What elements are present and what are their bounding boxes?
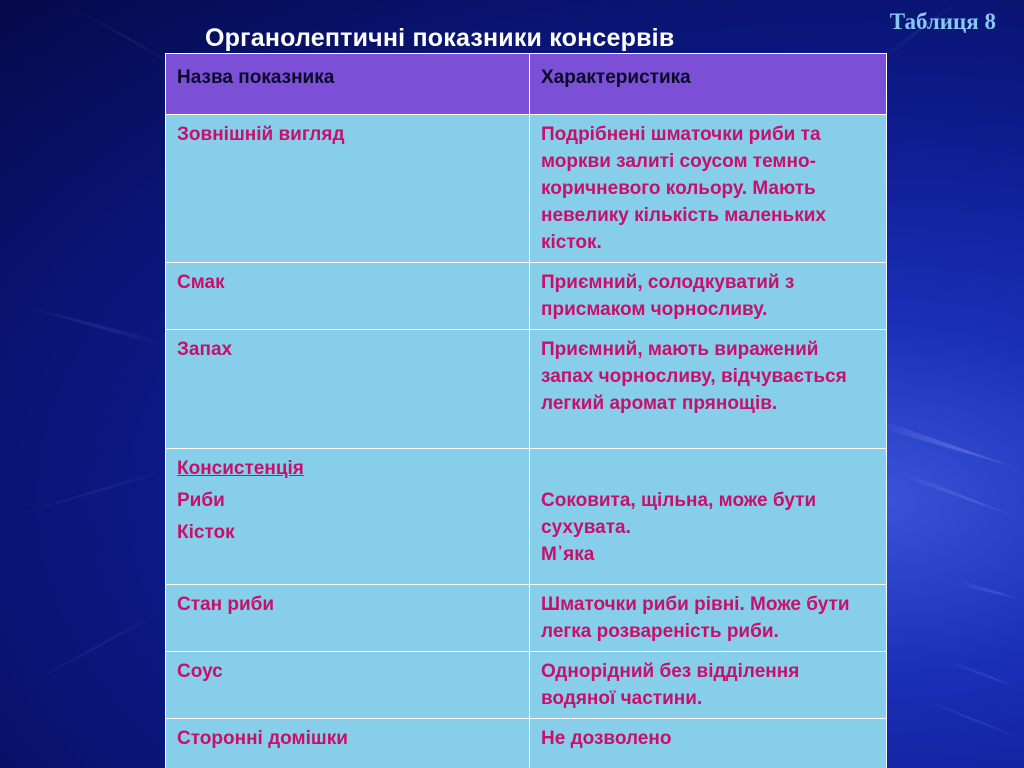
row-name-cell: Смак bbox=[166, 263, 530, 330]
table-row bbox=[166, 585, 887, 652]
table-row bbox=[166, 263, 887, 330]
consistency-fish-label: Риби bbox=[177, 490, 225, 511]
row-name-cell bbox=[166, 449, 530, 585]
row-value-cell: Шматочки риби рівні. Може бути легка розвареність риби. bbox=[530, 585, 887, 652]
row-name-cell: Зовнішній вигляд bbox=[166, 115, 530, 263]
consistency-bones-label: Кісток bbox=[177, 522, 235, 543]
organoleptic-table bbox=[165, 53, 887, 768]
consistency-bones-value: М᾽яка bbox=[541, 544, 595, 565]
table-row bbox=[166, 115, 887, 263]
consistency-fish-value: Соковита, щільна, може бути сухувата. bbox=[541, 490, 817, 538]
row-name-cell: Соус bbox=[166, 652, 530, 719]
row-value-cell: Приємний, солодкуватий з присмаком чорносливу. bbox=[530, 263, 887, 330]
header-indicator-name: Назва показника bbox=[166, 54, 530, 115]
consistency-label: Консистенція bbox=[177, 458, 304, 479]
row-name-cell: Запах bbox=[166, 330, 530, 449]
row-value-cell: Не дозволено bbox=[530, 719, 887, 768]
row-value-cell bbox=[530, 449, 887, 585]
table-number: Таблиця 8 bbox=[889, 9, 996, 34]
table-row bbox=[166, 330, 887, 449]
row-value-cell: Однорідний без відділення водяної частини. bbox=[530, 652, 887, 719]
table-row bbox=[166, 652, 887, 719]
header-characteristic: Характеристика bbox=[530, 54, 887, 115]
row-value-cell: Подрібнені шматочки риби та моркви залиті соусом темно-коричневого кольору. Мають невелику кількість маленьких кісток. bbox=[530, 115, 887, 263]
row-name-cell: Стан риби bbox=[166, 585, 530, 652]
table-row bbox=[166, 449, 887, 585]
row-value-cell: Приємний, мають виражений запах чорносливу, відчувається легкий аромат прянощів. bbox=[530, 330, 887, 449]
slide-title: Органолептичні показники консервів bbox=[205, 24, 675, 52]
row-name-cell: Сторонні домішки bbox=[166, 719, 530, 768]
table-header-row bbox=[166, 54, 887, 115]
table-row bbox=[166, 719, 887, 768]
